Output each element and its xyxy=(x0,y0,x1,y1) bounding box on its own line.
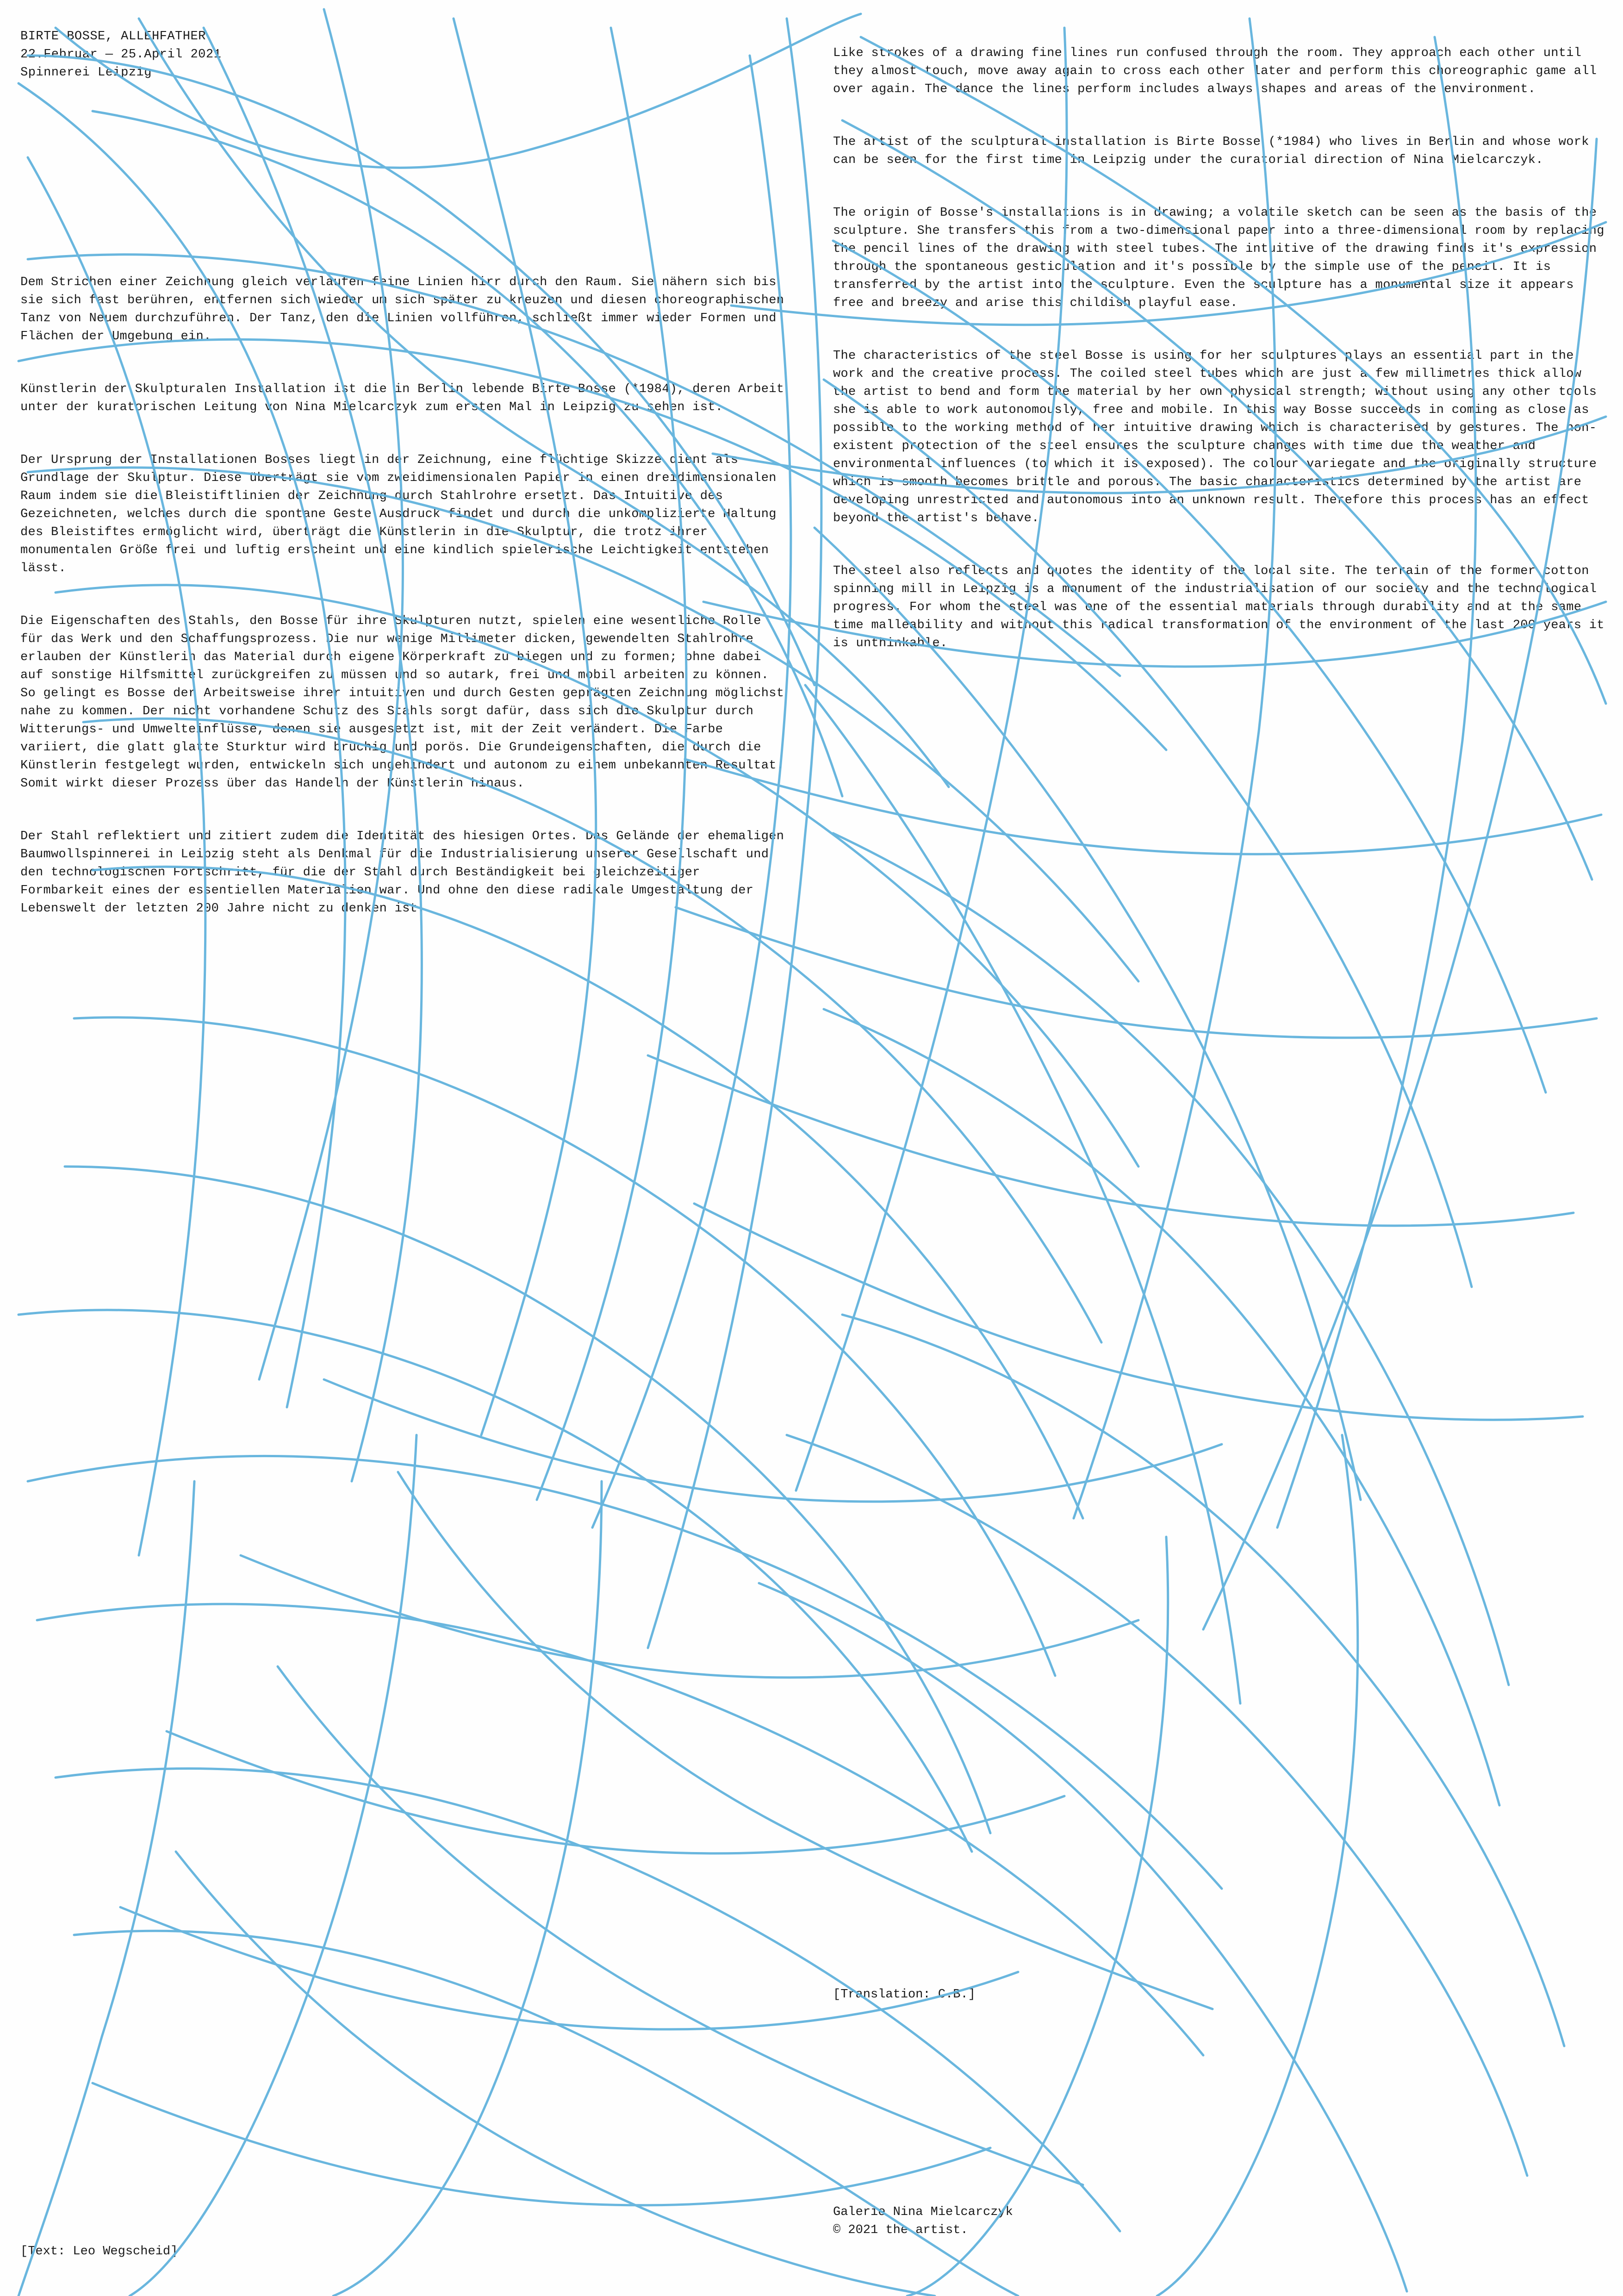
exhibition-title: BIRTE BOSSE, ALLEHFATHER xyxy=(20,30,206,44)
gallery-name: Galerie Nina Mielcarczyk xyxy=(833,2205,1013,2219)
paragraph: Dem Strichen einer Zeichnung gleich verlaufen feine Linien hirr durch den Raum. Sie nähern sich bis sie sich fast berühren, entfernen sich wieder um sich später zu kreuzen und diesen choreographischen Tanz von Neuem durchzuführen. Der Tanz, den die Linien vollführen, schließt immer wieder Formen und Flächen der Umgebung ein. xyxy=(20,275,792,343)
english-text-column xyxy=(833,28,1611,687)
gallery-footer xyxy=(833,2203,1597,2240)
text-credit: [Text: Leo Wegscheid] xyxy=(20,2245,178,2259)
paragraph: Künstlerin der Skulpturalen Installation ist die in Berlin lebende Birte Bosse (*1984), deren Arbeit unter der kuratorischen Leitung von Nina Mielcarczyk zum ersten Mal in Leipzig zu sehen ist. xyxy=(20,382,792,414)
translation-credit: [Translation: C.B.] xyxy=(833,1988,976,2002)
paragraph: Like strokes of a drawing fine lines run confused through the room. They approach each other until they almost touch, move away again to cross each other later and perform this choreographic game all over again. The dance the lines perform includes always shapes and areas of the environment. xyxy=(833,46,1604,96)
german-text-column xyxy=(20,257,792,953)
paragraph: Die Eigenschaften des Stahls, den Bosse für ihre Skulpturen nutzt, spielen eine wesentliche Rolle für das Werk und den Schaffungsprozess. Die nur wenige Millimeter dicken, gewendelten Stahlrohre erlauben der Künstlerin das Material durch eigene Körperkraft zu biegen und zu formen; ohne dabei auf sonstige Hilfsmittel zurückgreifen zu müssen und so autark, frei und mobil arbeiten zu können. So gelingt es Bosse der Arbeitsweise ihrer intuitiven und durch Gesten geprägten Zeichnung möglichst nahe zu kommen. Der nicht vorhandene Schutz des Stahls sorgt dafür, dass sich die Skulptur durch Witterungs- und Umwelteinflüsse, denen sie ausgesetzt ist, mit der Zeit verändert. Die Farbe variiert, die glatt glatte Sturktur wird brüchig und porös. Die Grundeigenschaften, die durch die Künstlerin festgelegt wurden, entwickeln sich ungehindert und autonom zu einem unbekannten Resultat. Somit wirkt dieser Prozess über das Handeln der Künstlerin hinaus. xyxy=(20,614,792,791)
paragraph: The steel also reflects and quotes the identity of the local site. The terrain of the former cotton spinning mill in Leipzig is a monument of the industrialisation of our society and the technological progress. For whom the steel was one of the essential materials through durability and at the same time malleability and without this radical transformation of the environment of the last 200 years it is unthinkable. xyxy=(833,564,1612,650)
paragraph: The origin of Bosse's installations is in drawing; a volatile sketch can be seen as the basis of the sculpture. She transfers this from a two-dimensional paper into a three-dimensional room by replacing the pencil lines of the drawing with steel tubes. The intuitive of the drawing finds it's expression through the spontaneous gesticulation and it's possible by the simple use of the pencil. It is transferred by the artist into the sculpture. Even the sculpture has a monumental size it appears free and breezy and arise this childish playful ease. xyxy=(833,206,1612,310)
paragraph: The artist of the sculptural installation is Birte Bosse (*1984) who lives in Berlin and whose work can be seen for the first time in Leipzig under the curatorial direction of Nina Mielcarczyk. xyxy=(833,135,1597,167)
paragraph: The characteristics of the steel Bosse is using for her sculptures plays an essential part in the work and the creative process. The coiled steel tubes which are just a few millimetres thick allow the artist to bend and form the material by her own physical strength; without using any other tools she is able to work autonomously, free and mobile. In this way Bosse succeeds in coming as close as possible to the working method of her intuitive drawing which is characterised by gestures. The non-existent protection of the steel ensures the sculpture changes with time due the weather and environmental influences (to which it is exposed). The colour variegate and the originally structure which is smooth becomes brittle and porous. The basic characteristics determined by the artist are developing unrestricted and autonomous into an unknown result. Therefore this process has an effect beyond the artist's behave. xyxy=(833,349,1604,525)
paragraph: Der Stahl reflektiert und zitiert zudem die Identität des hiesigen Ortes. Das Gelände der ehemaligen Baumwollspinnerei in Leipzig steht als Denkmal für die Industrialisierung unserer Gesellschaft und den technologischen Fortschritt, für die der Stahl durch Beständigkeit bei gleichzeitiger Formbarkeit eines der essentiellen Materialien war. Und ohne den diese radikale Umgestaltung der Lebenswelt der letzten 200 Jahre nicht zu denken ist. xyxy=(20,830,792,916)
document-header xyxy=(20,28,784,82)
copyright-notice: © 2021 the artist. xyxy=(833,2223,968,2237)
exhibition-dates: 22.Februar — 25.April 2021 xyxy=(20,48,222,62)
exhibition-venue: Spinnerei Leipzig xyxy=(20,66,152,80)
paragraph: Der Ursprung der Installationen Bosses liegt in der Zeichnung, eine flüchtige Skizze dient als Grundlage der Skulptur. Diese überträgt sie vom zweidimensionalen Papier in einen dreidimensionalen Raum indem sie die Bleistiftlinien der Zeichnung durch Stahlrohre ersetzt. Das Intuitive des Gezeichneten, welches durch die spontane Geste Ausdruck findet und durch die unkomplizierte Haltung des Bleistiftes ermöglicht wird, überträgt die Künstlerin in die Skulptur, die trotz ihrer monumentalen Größe frei und luftig erscheint und eine kindlich spielerische Leichtigkeit entstehen lässt. xyxy=(20,453,784,575)
